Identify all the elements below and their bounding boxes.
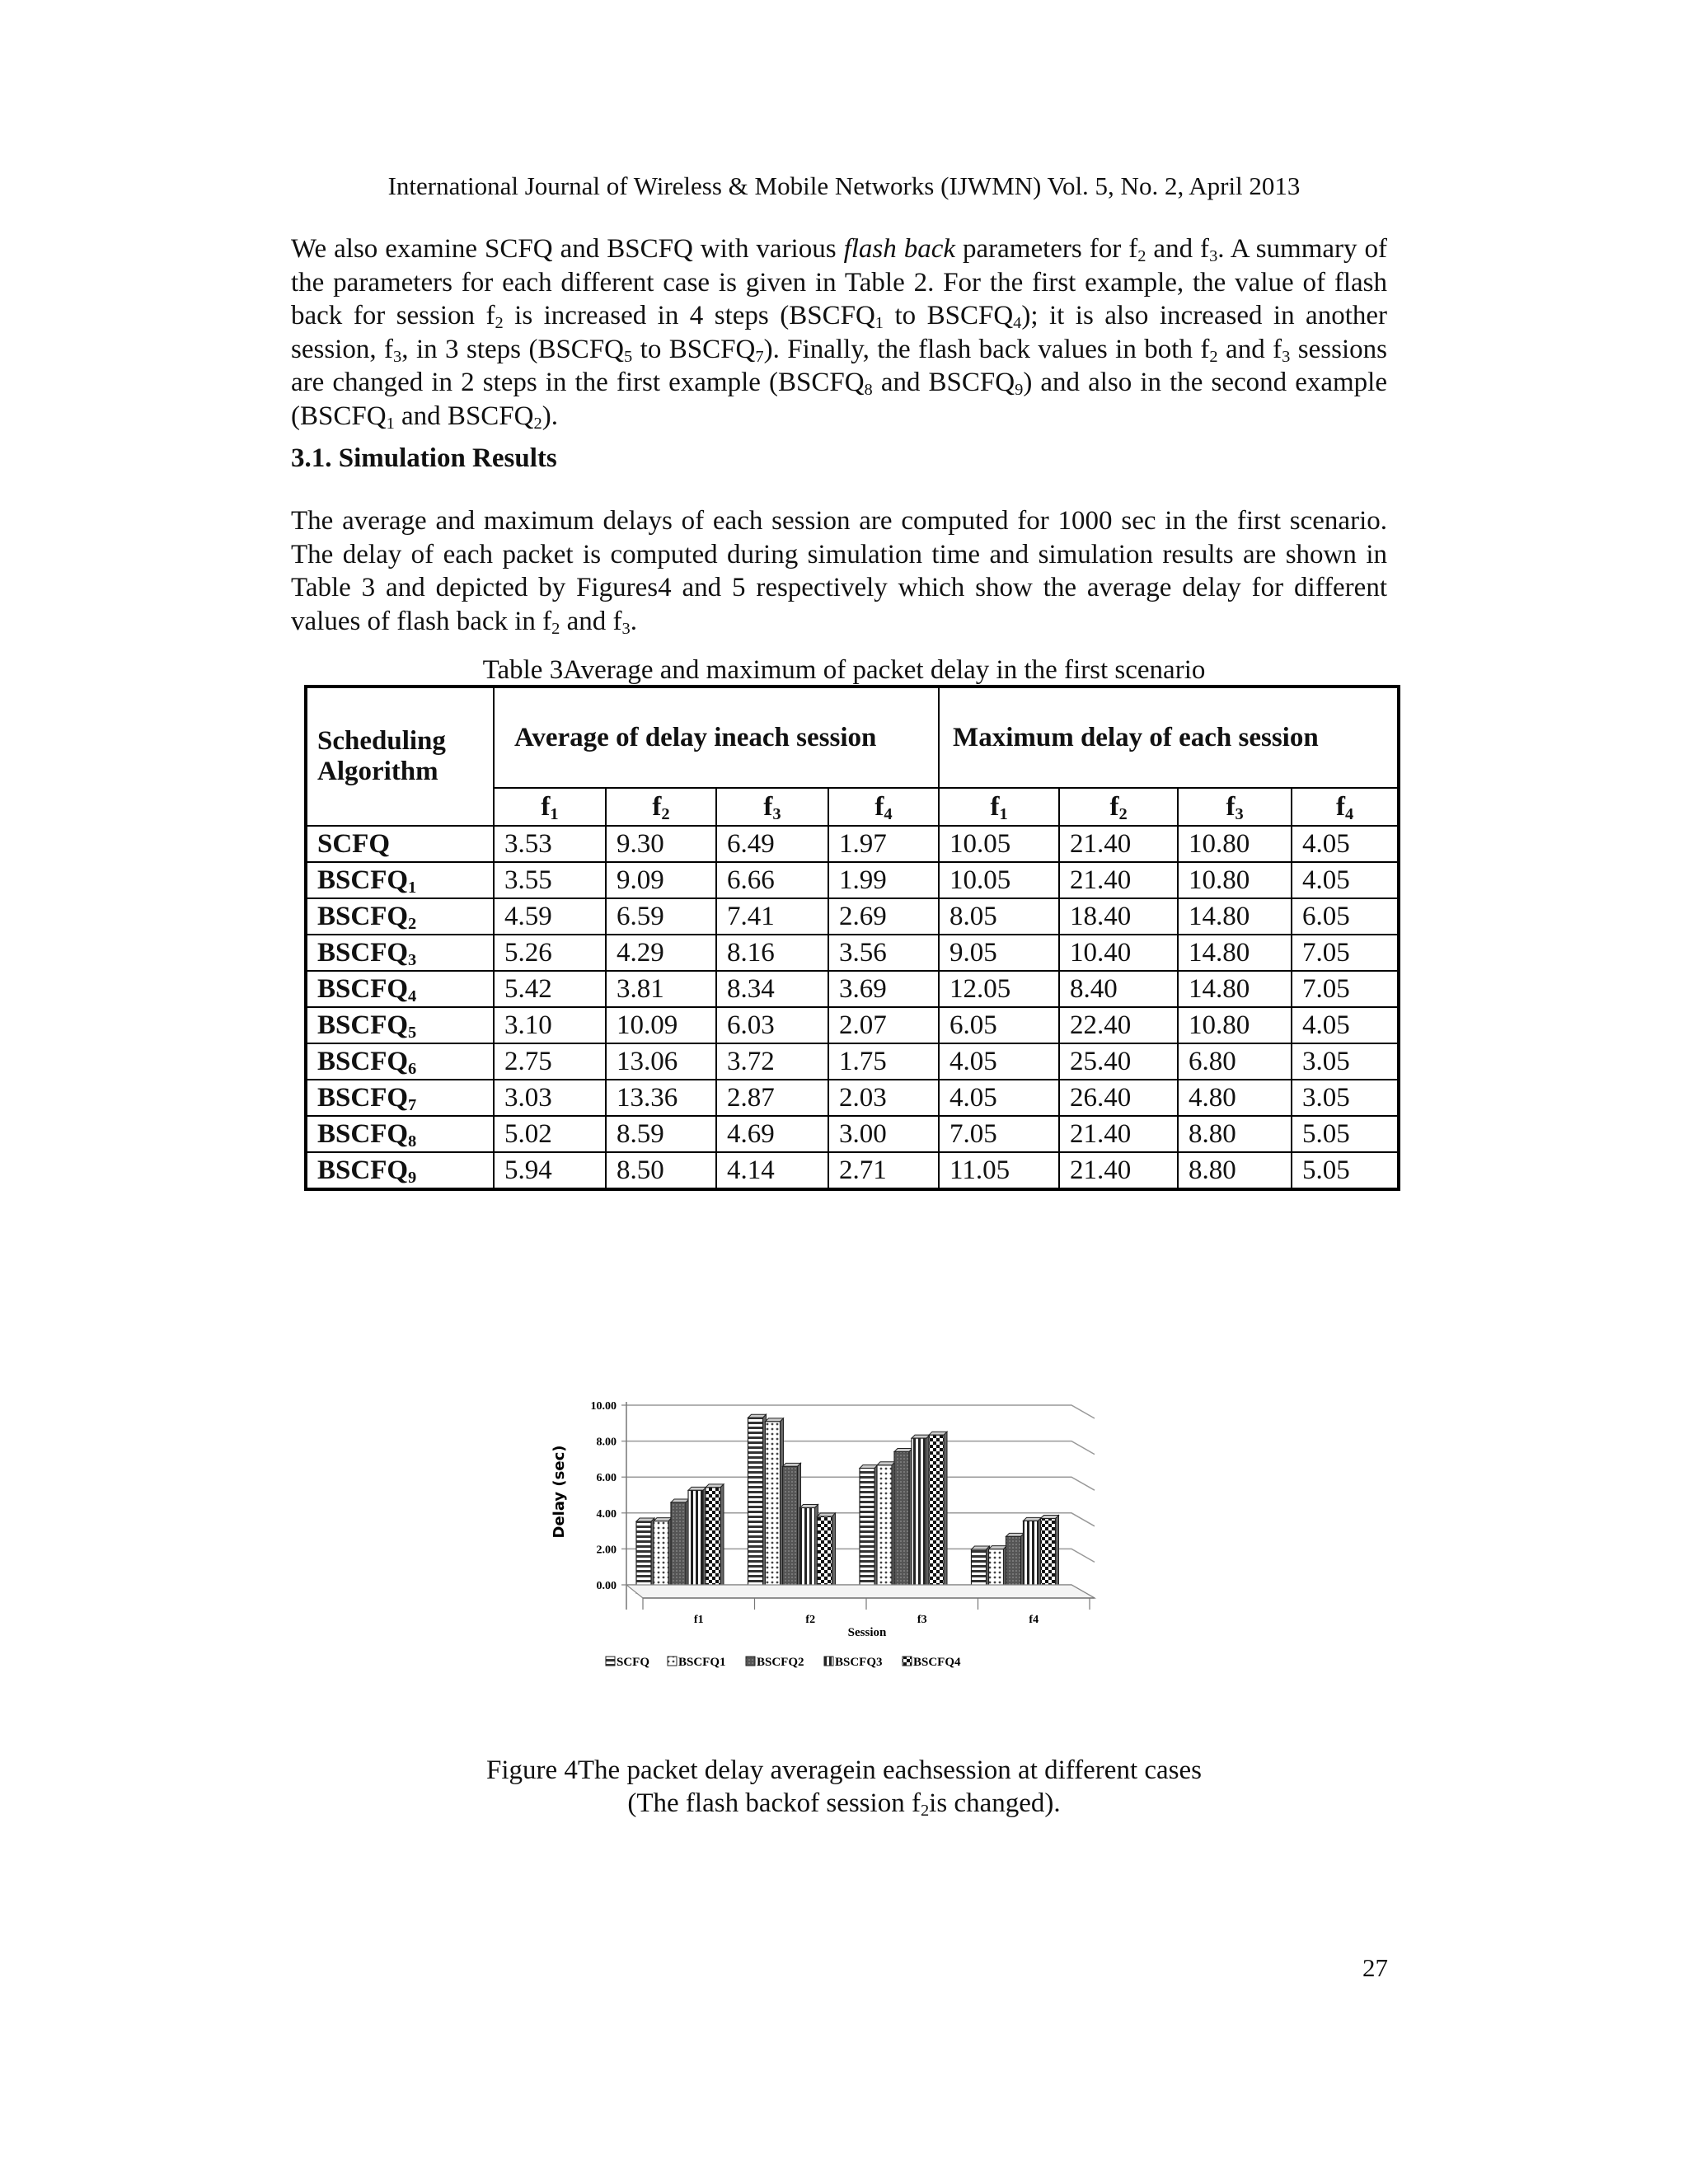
value-cell: 4.29 — [606, 935, 716, 971]
value-cell: 9.30 — [606, 826, 716, 862]
value-cell: 21.40 — [1059, 1152, 1178, 1189]
chart-legend — [606, 1656, 961, 1669]
value-cell: 8.34 — [716, 971, 828, 1007]
results-table — [304, 685, 1400, 1191]
value-cell: 11.05 — [939, 1152, 1059, 1189]
bar-SCFQ-f2 — [748, 1414, 767, 1593]
value-cell: 5.05 — [1292, 1152, 1399, 1189]
value-cell: 10.05 — [939, 826, 1059, 862]
legend-swatch — [903, 1657, 912, 1666]
value-cell: 22.40 — [1059, 1007, 1178, 1043]
table-row — [306, 1080, 1399, 1116]
bar-SCFQ-f1 — [636, 1518, 654, 1593]
table-caption: Table 3Average and maximum of packet delay in the first scenario — [482, 655, 1206, 685]
bar-BSCFQ1-f3 — [877, 1462, 895, 1593]
value-cell: 2.03 — [828, 1080, 939, 1116]
y-tick-label: 4.00 — [596, 1507, 617, 1521]
bar-BSCFQ4-f4 — [1041, 1516, 1059, 1593]
table-row — [306, 1152, 1399, 1189]
value-cell: 6.80 — [1178, 1043, 1292, 1080]
value-cell: 21.40 — [1059, 1116, 1178, 1152]
algorithm-cell: $BSCFQ_5$ — [306, 1007, 494, 1043]
bar-BSCFQ3-f1 — [688, 1487, 706, 1593]
table-row — [306, 826, 1399, 862]
value-cell: 7.05 — [939, 1116, 1059, 1152]
algorithm-cell: $BSCFQ_9$ — [306, 1152, 494, 1189]
table-row — [306, 898, 1399, 935]
value-cell: 4.69 — [716, 1116, 828, 1152]
subheader-f3: $f_3$ — [1178, 788, 1292, 826]
value-cell: 8.59 — [606, 1116, 716, 1152]
legend-label: SCFQ — [617, 1656, 650, 1669]
value-cell: 26.40 — [1059, 1080, 1178, 1116]
figure-caption-line-1: Figure 4The packet delay averagein eachsession at different cases — [485, 1755, 1202, 1785]
value-cell: 4.80 — [1178, 1080, 1292, 1116]
value-cell: 21.40 — [1059, 826, 1178, 862]
value-cell: 1.75 — [828, 1043, 939, 1080]
bar-BSCFQ2-f1 — [671, 1499, 689, 1593]
value-cell: 3.05 — [1292, 1080, 1399, 1116]
paragraph-2: The average and maximum delays of each session are computed for 1000 sec in the first scenario. The delay of each packet is computed during simulation time and simulation results are shown in Table 3 and depicted by Figures4 and 5 respectively which show the average delay for different values of flash back in $f_2$ and $f_3$. — [291, 506, 1387, 638]
value-cell: 18.40 — [1059, 898, 1178, 935]
value-cell: 3.05 — [1292, 1043, 1399, 1080]
bar-BSCFQ1-f2 — [766, 1418, 784, 1593]
subheader-f3: $f_3$ — [716, 788, 828, 826]
gridline — [621, 1441, 1095, 1455]
table-row — [306, 862, 1399, 898]
x-axis — [626, 1585, 1095, 1626]
bar-BSCFQ2-f4 — [1006, 1533, 1025, 1593]
value-cell: 4.05 — [939, 1043, 1059, 1080]
y-axis-ticks — [591, 1400, 617, 1592]
value-cell: 10.05 — [939, 862, 1059, 898]
value-cell: 8.50 — [606, 1152, 716, 1189]
bar-BSCFQ4-f1 — [706, 1484, 724, 1593]
value-cell: 5.42 — [494, 971, 606, 1007]
value-cell: 10.40 — [1059, 935, 1178, 971]
bar-BSCFQ1-f1 — [654, 1518, 672, 1593]
algorithm-cell: $BSCFQ_2$ — [306, 898, 494, 935]
value-cell: 2.75 — [494, 1043, 606, 1080]
value-cell: 6.05 — [939, 1007, 1059, 1043]
x-tick-label: f1 — [693, 1614, 704, 1626]
value-cell: 4.05 — [1292, 826, 1399, 862]
value-cell: 21.40 — [1059, 862, 1178, 898]
bar-SCFQ-f3 — [860, 1465, 878, 1593]
bar-BSCFQ4-f3 — [929, 1432, 947, 1593]
subheader-f4: $f_4$ — [828, 788, 939, 826]
value-cell: 3.72 — [716, 1043, 828, 1080]
value-cell: 6.03 — [716, 1007, 828, 1043]
x-tick-label: f3 — [917, 1614, 927, 1626]
subheader-f2: $f_2$ — [1059, 788, 1178, 826]
header-average-group: Average of delay ineach session — [494, 687, 939, 788]
value-cell: 7.05 — [1292, 935, 1399, 971]
value-cell: 9.05 — [939, 935, 1059, 971]
value-cell: 3.81 — [606, 971, 716, 1007]
value-cell: 5.05 — [1292, 1116, 1399, 1152]
value-cell: 5.26 — [494, 935, 606, 971]
bar-BSCFQ2-f2 — [783, 1463, 801, 1593]
y-tick-label: 10.00 — [590, 1400, 617, 1413]
value-cell: 14.80 — [1178, 898, 1292, 935]
legend-swatch — [746, 1657, 755, 1666]
value-cell: 3.55 — [494, 862, 606, 898]
value-cell: 6.49 — [716, 826, 828, 862]
value-cell: 8.80 — [1178, 1116, 1292, 1152]
value-cell: 10.80 — [1178, 826, 1292, 862]
algorithm-cell: $BSCFQ_8$ — [306, 1116, 494, 1152]
value-cell: 5.94 — [494, 1152, 606, 1189]
value-cell: 7.05 — [1292, 971, 1399, 1007]
gridline — [621, 1405, 1095, 1418]
bar-BSCFQ2-f3 — [894, 1448, 912, 1593]
delay-bar-chart — [528, 1372, 1137, 1685]
value-cell: 3.03 — [494, 1080, 606, 1116]
paragraph-1: We also examine SCFQ and BSCFQ with various flash back parameters for $f_2$ and $f_3$. A summary of the parameters for each different case is given in Table 2. For the first example, the value of flash back for session $f_2$ is increased in 4 steps ($BSCFQ_1$ to $BSCFQ_4$); it is also increased in another session, $f_3$, in 3 steps ($BSCFQ_5$ to $BSCFQ_7$). Finally, the flash back values in both $f_2$ and $f_3$ sessions are changed in 2 steps in the first example ($BSCFQ_8$ and $BSCFQ_9$) and also in the second example ($BSCFQ_1$ and $BSCFQ_2$). — [291, 234, 1387, 433]
value-cell: 5.02 — [494, 1116, 606, 1152]
y-tick-label: 8.00 — [596, 1436, 617, 1449]
value-cell: 4.05 — [1292, 1007, 1399, 1043]
value-cell: 2.07 — [828, 1007, 939, 1043]
chart-floor — [626, 1585, 1095, 1598]
algorithm-cell: $BSCFQ_3$ — [306, 935, 494, 971]
value-cell: 2.71 — [828, 1152, 939, 1189]
page-number: 27 — [1362, 1953, 1388, 1982]
value-cell: 6.05 — [1292, 898, 1399, 935]
value-cell: 4.59 — [494, 898, 606, 935]
value-cell: 6.66 — [716, 862, 828, 898]
x-tick-label: f2 — [805, 1614, 816, 1626]
legend-label: BSCFQ2 — [757, 1656, 804, 1669]
value-cell: 14.80 — [1178, 971, 1292, 1007]
value-cell: 7.41 — [716, 898, 828, 935]
running-header: International Journal of Wireless & Mobile Networks (IJWMN) Vol. 5, No. 2, April 2013 — [387, 171, 1301, 200]
value-cell: 10.80 — [1178, 862, 1292, 898]
value-cell: 13.36 — [606, 1080, 716, 1116]
legend-swatch — [606, 1657, 615, 1666]
value-cell: 1.99 — [828, 862, 939, 898]
x-axis-label: Session — [847, 1626, 887, 1639]
section-title: 3.1. Simulation Results — [291, 443, 557, 473]
subheader-f4: $f_4$ — [1292, 788, 1399, 826]
legend-swatch — [668, 1657, 677, 1666]
algorithm-cell: $BSCFQ_6$ — [306, 1043, 494, 1080]
value-cell: 12.05 — [939, 971, 1059, 1007]
value-cell: 8.80 — [1178, 1152, 1292, 1189]
value-cell: 10.09 — [606, 1007, 716, 1043]
y-tick-label: 6.00 — [596, 1472, 617, 1485]
y-axis-label: Delay (sec) — [551, 1445, 568, 1539]
legend-label: BSCFQ3 — [835, 1656, 883, 1669]
header-maximum-group: Maximum delay of each session — [939, 687, 1399, 788]
legend-label: BSCFQ1 — [678, 1656, 726, 1669]
bar-BSCFQ4-f2 — [818, 1513, 836, 1593]
subheader-f1: $f_1$ — [494, 788, 606, 826]
value-cell: 3.00 — [828, 1116, 939, 1152]
figure-caption-line-2: (The flash backof session $f_2is$ changed). — [627, 1788, 1061, 1821]
table-row — [306, 1116, 1399, 1152]
value-cell: 25.40 — [1059, 1043, 1178, 1080]
subheader-f1: $f_1$ — [939, 788, 1059, 826]
value-cell: 2.69 — [828, 898, 939, 935]
value-cell: 6.59 — [606, 898, 716, 935]
value-cell: 8.05 — [939, 898, 1059, 935]
value-cell: 3.10 — [494, 1007, 606, 1043]
algorithm-cell: $BSCFQ_1$ — [306, 862, 494, 898]
table-row — [306, 935, 1399, 971]
value-cell: 4.05 — [1292, 862, 1399, 898]
value-cell: 3.56 — [828, 935, 939, 971]
bar-BSCFQ3-f3 — [912, 1435, 930, 1593]
y-tick-label: 2.00 — [596, 1544, 617, 1557]
subheader-f2: $f_2$ — [606, 788, 716, 826]
value-cell: 2.87 — [716, 1080, 828, 1116]
value-cell: 8.40 — [1059, 971, 1178, 1007]
algorithm-cell: $BSCFQ_7$ — [306, 1080, 494, 1116]
x-tick-label: f4 — [1029, 1614, 1039, 1626]
value-cell: 4.14 — [716, 1152, 828, 1189]
table-row — [306, 971, 1399, 1007]
bar-BSCFQ3-f2 — [800, 1504, 818, 1593]
value-cell: 13.06 — [606, 1043, 716, 1080]
algorithm-cell: SCFQ — [306, 826, 494, 862]
value-cell: 8.16 — [716, 935, 828, 971]
value-cell: 4.05 — [939, 1080, 1059, 1116]
table-row — [306, 1043, 1399, 1080]
value-cell: 3.69 — [828, 971, 939, 1007]
legend-label: BSCFQ4 — [913, 1656, 961, 1669]
value-cell: 9.09 — [606, 862, 716, 898]
value-cell: 14.80 — [1178, 935, 1292, 971]
value-cell: 1.97 — [828, 826, 939, 862]
header-algorithm: Scheduling Algorithm — [306, 687, 494, 826]
table-row — [306, 1007, 1399, 1043]
bar-BSCFQ3-f4 — [1024, 1517, 1042, 1593]
y-tick-label: 0.00 — [596, 1580, 617, 1592]
algorithm-cell: $BSCFQ_4$ — [306, 971, 494, 1007]
value-cell: 10.80 — [1178, 1007, 1292, 1043]
value-cell: 3.53 — [494, 826, 606, 862]
legend-swatch — [824, 1657, 833, 1666]
